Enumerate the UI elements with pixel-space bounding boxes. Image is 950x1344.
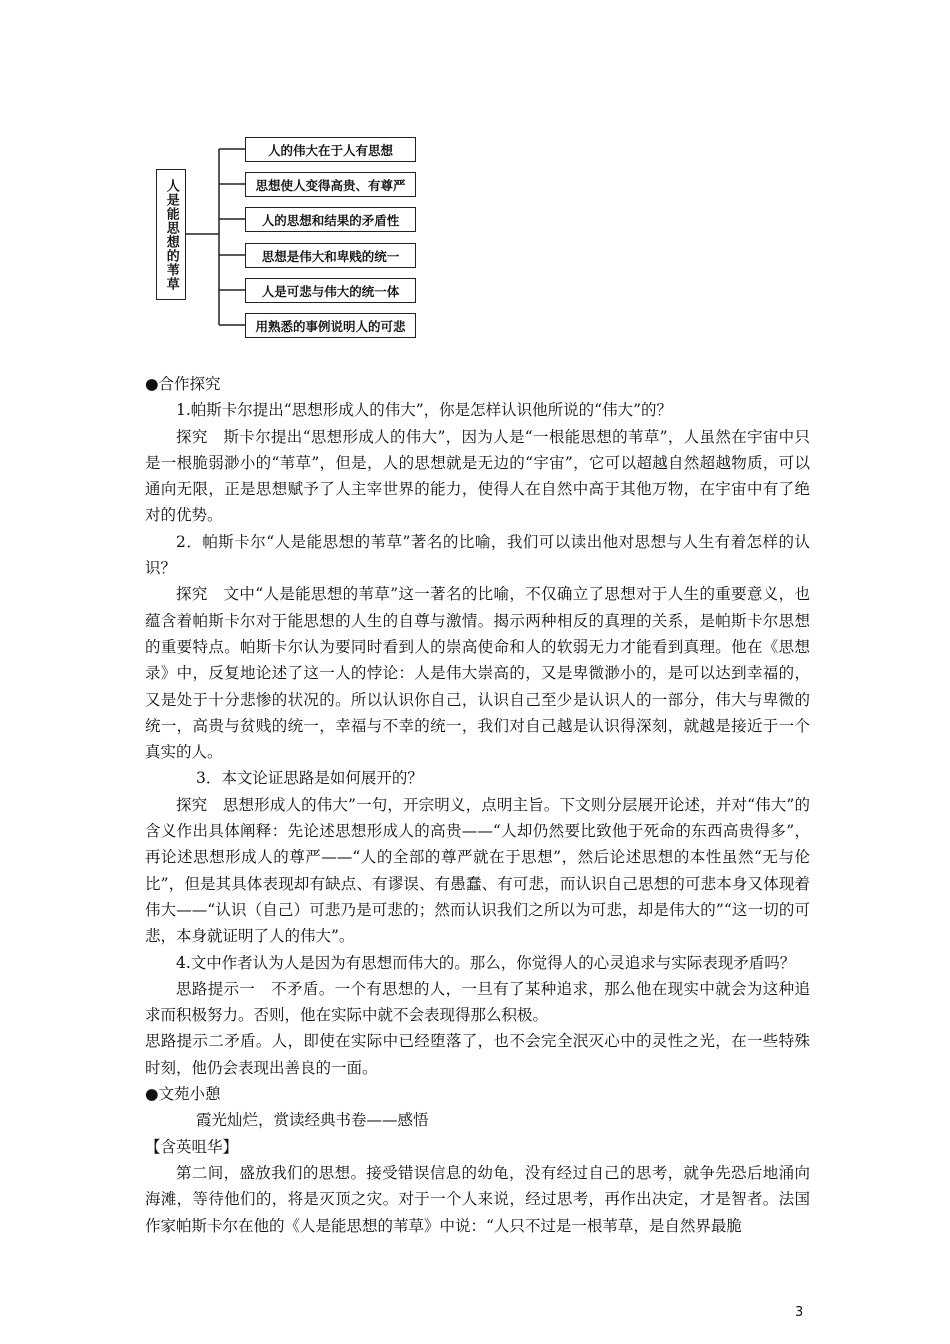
answer-1: 探究 斯卡尔提出“思想形成人的伟大”，因为人是“一根能思想的苇草”，人虽然在宇宙中只是一根脆弱渺小的“苇草”，但是，人的思想就是无边的“宇宙”，它可以超越自然超越物质，可以通向无限，正是思想赋予了人主宰世界的能力，使得人在自然中高于其他万物，在宇宙中有了绝对的优势。 <box>145 427 810 525</box>
question-1: 1.帕斯卡尔提出“思想形成人的伟大”，你是怎样认识他所说的“伟大”的？ <box>176 401 672 420</box>
diagram-connectors <box>0 0 950 360</box>
question-3: 3．本文论证思路是如何展开的？ <box>196 769 423 788</box>
answer-3: 探究 思想形成人的伟大”一句，开宗明义，点明主旨。下文则分层展开论述，并对“伟大”的含义作出具体阐释：先论述思想形成人的高贵——“人却仍然要比致他于死命的东西高贵得多”，再论述思想形成人的尊严——“人的全部的尊严就在于思想”，然后论述思想的本性虽然“无与伦比”，但是其具体表现却有缺点、有谬误、有愚蠢、有可悲，而认识自己思想的可悲本身又体现着伟大——“认识（自己）可悲乃是可悲的；然而认识我们之所以为可悲，却是伟大的”“这一切的可悲，本身就证明了人的伟大”。 <box>145 795 810 946</box>
diagram-branch: 思想是伟大和卑贱的统一 <box>245 243 416 268</box>
page-number: 3 <box>795 1305 804 1320</box>
diagram-branch: 人是可悲与伟大的统一体 <box>245 278 416 303</box>
diagram-root <box>156 169 186 300</box>
diagram-branch: 人的伟大在于人有思想 <box>245 137 416 162</box>
section-heading-garden: ●文苑小憩 <box>145 1085 221 1104</box>
question-4: 4.文中作者认为人是因为有思想而伟大的。那么，你觉得人的心灵追求与实际表现矛盾吗？ <box>176 953 796 972</box>
section-heading-hanying: 【含英咀华】 <box>145 1137 239 1156</box>
diagram-branch: 用熟悉的事例说明人的可悲 <box>245 313 416 338</box>
section-heading-coop: ●合作探究 <box>145 375 221 393</box>
question-2: 2．帕斯卡尔“人是能思想的苇草”著名的比喻，我们可以读出他对思想与人生有着怎样的认识？ <box>145 532 810 578</box>
answer-2: 探究 文中“人是能思想的苇草”这一著名的比喻，不仅确立了思想对于人生的重要意义，也蕴含着帕斯卡尔对于能思想的人生的自尊与激情。揭示两种相反的真理的关系，是帕斯卡尔思想的重要特点。帕斯卡尔认为要同时看到人的崇高使命和人的软弱无力才能看到真理。他在《思想录》中，反复地论述了这一人的悖论：人是伟大崇高的，又是卑微渺小的，是可以达到幸福的，又是处于十分悲惨的状况的。所以认识你自己，认识自己至少是认识人的一部分，伟大与卑微的统一，高贵与贫贱的统一，幸福与不幸的统一，我们对自己越是认识得深刻，就越是接近于一个真实的人。 <box>145 585 810 762</box>
diagram-root-label: 人是能思想的苇草 <box>163 178 179 291</box>
document-body <box>145 371 810 1239</box>
hanying-paragraph: 第二间，盛放我们的思想。接受错误信息的幼龟，没有经过自己的思考，就争先恐后地涌向海滩，等待他们的，将是灭顶之灾。对于一个人来说，经过思考，再作出决定，才是智者。法国作家帕斯卡尔在他的《人是能思想的苇草》中说：“人只不过是一根苇草，是自然界最脆 <box>145 1163 810 1235</box>
diagram-branch: 思想使人变得高贵、有尊严 <box>245 172 416 197</box>
answer-4-hint-1: 思路提示一 不矛盾。一个有思想的人，一旦有了某种追求，那么他在现实中就会为这种追求而积极努力。否则，他在实际中就不会表现得那么积极。 <box>145 979 810 1025</box>
diagram-branch: 人的思想和结果的矛盾性 <box>245 207 416 232</box>
garden-title: 霞光灿烂，赏读经典书卷——感悟 <box>196 1111 429 1130</box>
concept-diagram <box>0 0 950 360</box>
answer-4-hint-2: 思路提示二矛盾。人，即使在实际中已经堕落了，也不会完全泯灭心中的灵性之光，在一些特殊时刻，他仍会表现出善良的一面。 <box>145 1032 810 1077</box>
